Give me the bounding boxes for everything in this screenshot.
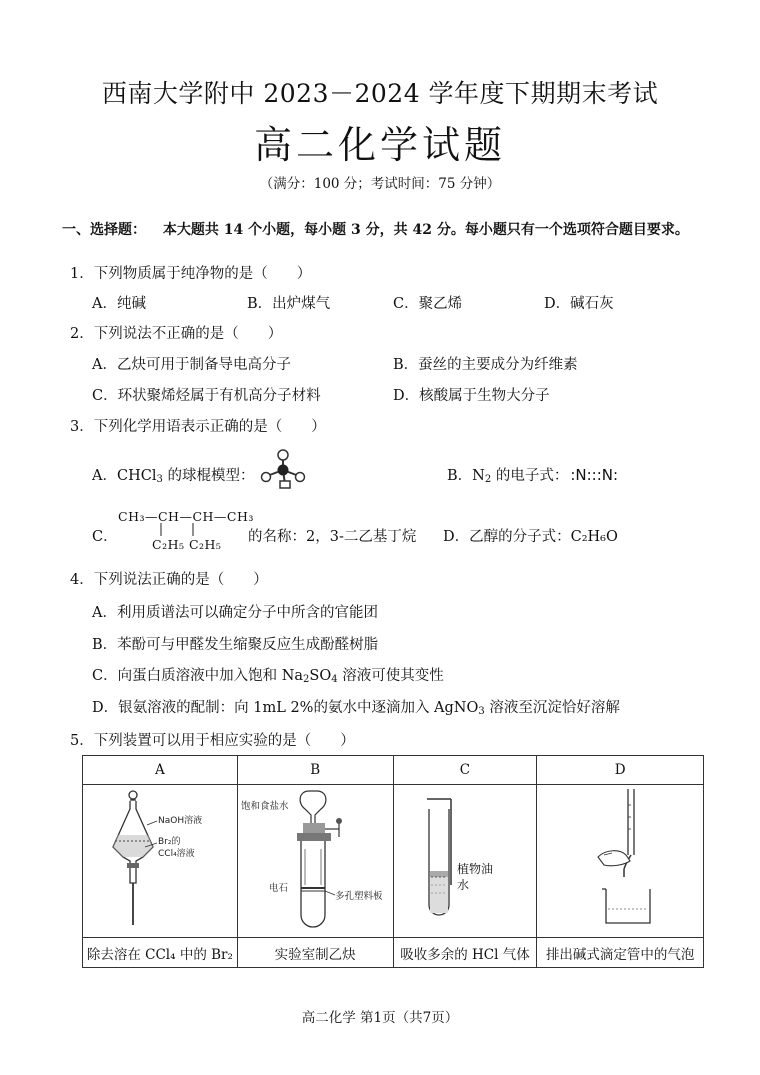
subject-title: 高二化学试题	[253, 123, 506, 167]
q4-option-d	[92, 696, 620, 717]
table-header-row	[83, 756, 704, 785]
q1-option-d: D．碱石灰	[544, 296, 614, 312]
label-br2: Br₂的	[157, 837, 181, 847]
caption-c: 吸收多余的 HCl 气体	[393, 938, 537, 968]
section-heading	[62, 219, 689, 239]
q3-a-sub: 3	[156, 474, 163, 485]
q3-option-b	[447, 464, 618, 485]
q2-option-a: A．乙炔可用于制备导电高分子	[92, 357, 291, 373]
table-image-row	[83, 785, 704, 938]
acetylene-apparatus-icon	[239, 785, 391, 933]
apparatus-table	[82, 755, 704, 968]
section-label: 一、选择题：	[62, 222, 146, 238]
apparatus-c	[393, 785, 537, 938]
table-caption-row	[83, 938, 704, 968]
label-brine: 饱和食盐水	[241, 801, 289, 812]
label-naoh: NaOH溶液	[157, 816, 202, 826]
q3-b-formula: N	[472, 468, 485, 484]
q3-b-suffix: 的电子式：	[491, 468, 569, 484]
q3-d-formula: C₂H₆O	[570, 529, 618, 545]
hcl-absorption-icon	[395, 785, 535, 933]
q3-option-d	[443, 525, 618, 546]
label-porous-plate: 多孔塑料板	[335, 891, 383, 902]
q4-c-post: 溶液可使其变性	[337, 668, 444, 684]
q4-option-c	[92, 664, 444, 685]
q5-stem: 5．下列装置可以用于相应实验的是（ ）	[70, 733, 355, 749]
q4-stem: 4．下列说法正确的是（ ）	[70, 572, 268, 588]
q2-option-b: B．蚕丝的主要成分为纤维素	[393, 357, 578, 373]
q1-stem: 1．下列物质属于纯净物的是（ ）	[70, 266, 312, 282]
label-calcium-carbide: 电石	[269, 883, 289, 894]
q3-c-name: 的名称：2，3-二乙基丁烷	[248, 529, 417, 545]
header-a: A	[83, 756, 238, 785]
q3-c-prefix: C．	[92, 529, 118, 545]
q3-a-suffix: 的球棍模型：	[162, 468, 255, 484]
q2-option-d: D．核酸属于生物大分子	[393, 388, 550, 404]
header-d: D	[537, 756, 704, 785]
q1-option-b: B．出炉煤气	[247, 296, 331, 312]
exam-info: （满分：100 分；考试时间：75 分钟）	[259, 176, 501, 192]
q4-d-pre: D．银氨溶液的配制：向 1mL 2%的氨水中逐滴加入 AgNO	[92, 700, 479, 716]
caption-d: 排出碱式滴定管中的气泡	[537, 938, 704, 968]
label-vegetable-oil: 植物油	[456, 862, 493, 876]
apparatus-a	[83, 785, 238, 938]
q4-c-sub2: 4	[331, 674, 338, 685]
q4-c-mid: SO	[309, 668, 332, 684]
q4-d-sub: 3	[478, 706, 485, 717]
q4-c-sub1: 2	[303, 674, 310, 685]
q3-a-prefix: A．	[92, 468, 117, 484]
ball-stick-model-icon	[254, 446, 312, 494]
section-instruction: 本大题共 14 个小题，每小题 3 分，共 42 分。每小题只有一个选项符合题目要求。	[162, 222, 689, 238]
q3-stem: 3．下列化学用语表示正确的是（ ）	[70, 419, 326, 435]
caption-a: 除去溶在 CCl₄ 中的 Br₂	[83, 938, 238, 968]
q3-b-electron-formula: :N:::N:	[570, 466, 619, 484]
q3-d-prefix: D．乙醇的分子式：	[443, 529, 571, 545]
q2-stem: 2．下列说法不正确的是（ ）	[70, 326, 283, 342]
label-ccl4: CCl₄溶液	[157, 849, 195, 859]
q1-option-c: C．聚乙烯	[393, 296, 463, 312]
q3-c-struct-bottom: C₂H₅ C₂H₅	[152, 537, 222, 552]
q1-option-a: A．纯碱	[92, 296, 146, 312]
apparatus-b	[237, 785, 393, 938]
q4-option-a: A．利用质谱法可以确定分子中所含的官能团	[92, 605, 378, 621]
base-burette-icon	[540, 785, 700, 933]
q2-option-c: C．环状聚烯烃属于有机高分子材料	[92, 388, 321, 404]
q3-c-bonds-icon	[118, 522, 248, 538]
caption-b: 实验室制乙炔	[237, 938, 393, 968]
q4-option-b: B．苯酚可与甲醛发生缩聚反应生成酚醛树脂	[92, 637, 379, 653]
apparatus-d	[537, 785, 704, 938]
header-b: B	[237, 756, 393, 785]
q4-c-pre: C．向蛋白质溶液中加入饱和 Na	[92, 668, 304, 684]
school-line: 西南大学附中 2023－2024 学年度下期期末考试	[101, 79, 659, 108]
q3-b-prefix: B．	[447, 468, 473, 484]
separatory-funnel-icon	[85, 785, 235, 933]
page-footer: 高二化学 第1页（共7页）	[301, 1010, 459, 1026]
q3-option-a	[92, 464, 254, 485]
q3-a-formula: CHCl	[116, 468, 157, 484]
q4-d-post: 溶液至沉淀恰好溶解	[484, 700, 620, 716]
q3-c-struct-top: CH₃—CH—CH—CH₃	[118, 509, 254, 524]
q3-b-sub: 2	[484, 474, 492, 485]
header-c: C	[393, 756, 537, 785]
label-water: 水	[456, 878, 469, 892]
